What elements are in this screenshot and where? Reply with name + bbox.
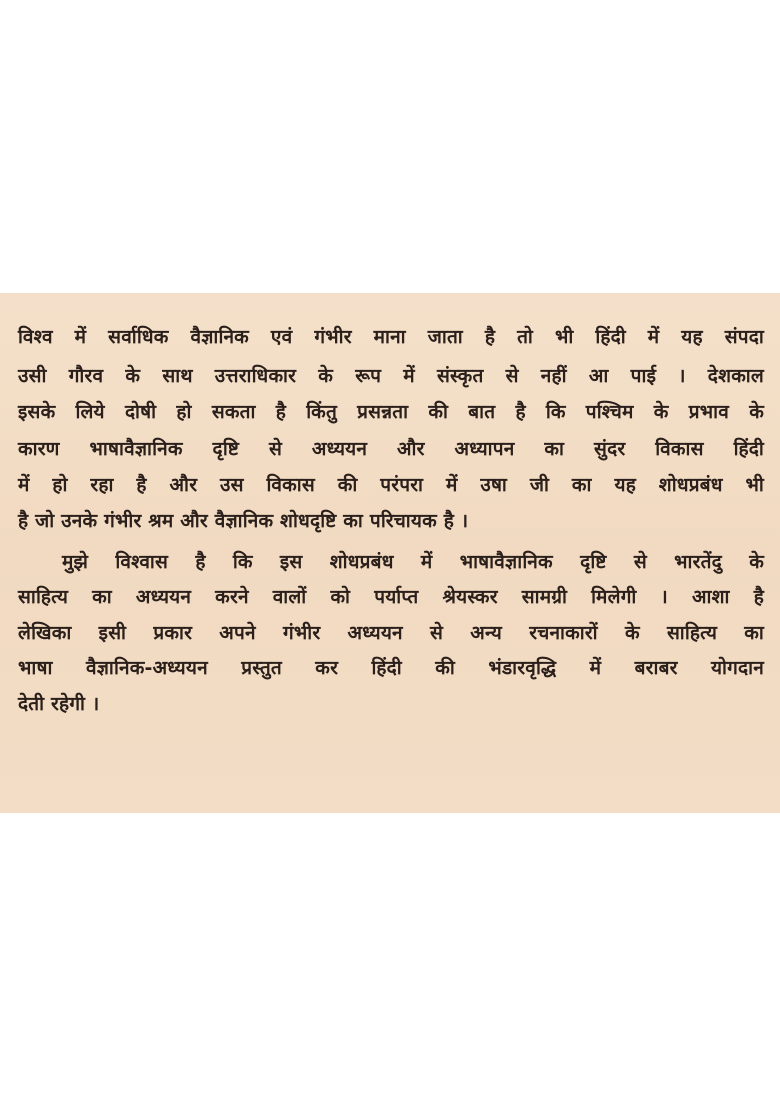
- text-line: उसी गौरव के साथ उत्तराधिकार के रूप में संस्कृत से नहीं आ पाई । देशकाल: [18, 365, 764, 387]
- text-line: देती रहेगी ।: [18, 693, 100, 715]
- text-line: इसके लिये दोषी हो सकता है किंतु प्रसन्नता की बात है कि पश्चिम के प्रभाव के: [18, 401, 764, 423]
- text-line: विश्व में सर्वाधिक वैज्ञानिक एवं गंभीर माना जाता है तो भी हिंदी में यह संपदा: [18, 326, 764, 348]
- text-line: लेखिका इसी प्रकार अपने गंभीर अध्ययन से अन्य रचनाकारों के साहित्य का: [18, 622, 764, 644]
- text-line: कारण भाषावैज्ञानिक दृष्टि से अध्ययन और अध्यापन का सुंदर विकास हिंदी: [18, 438, 764, 460]
- text-line: भाषा वैज्ञानिक-अध्ययन प्रस्तुत कर हिंदी की भंडारवृद्धि में बराबर योगदान: [18, 657, 764, 679]
- text-line: साहित्य का अध्ययन करने वालों को पर्याप्त श्रेयस्कर सामग्री मिलेगी । आशा है: [18, 586, 764, 608]
- scanned-page: [0, 293, 780, 813]
- text-line: में हो रहा है और उस विकास की परंपरा में उषा जी का यह शोधप्रबंध भी: [18, 474, 764, 496]
- text-line: है जो उनके गंभीर श्रम और वैज्ञानिक शोधदृष्टि का परिचायक है ।: [18, 510, 469, 532]
- text-line: मुझे विश्वास है कि इस शोधप्रबंध में भाषावैज्ञानिक दृष्टि से भारतेंदु के: [62, 551, 764, 573]
